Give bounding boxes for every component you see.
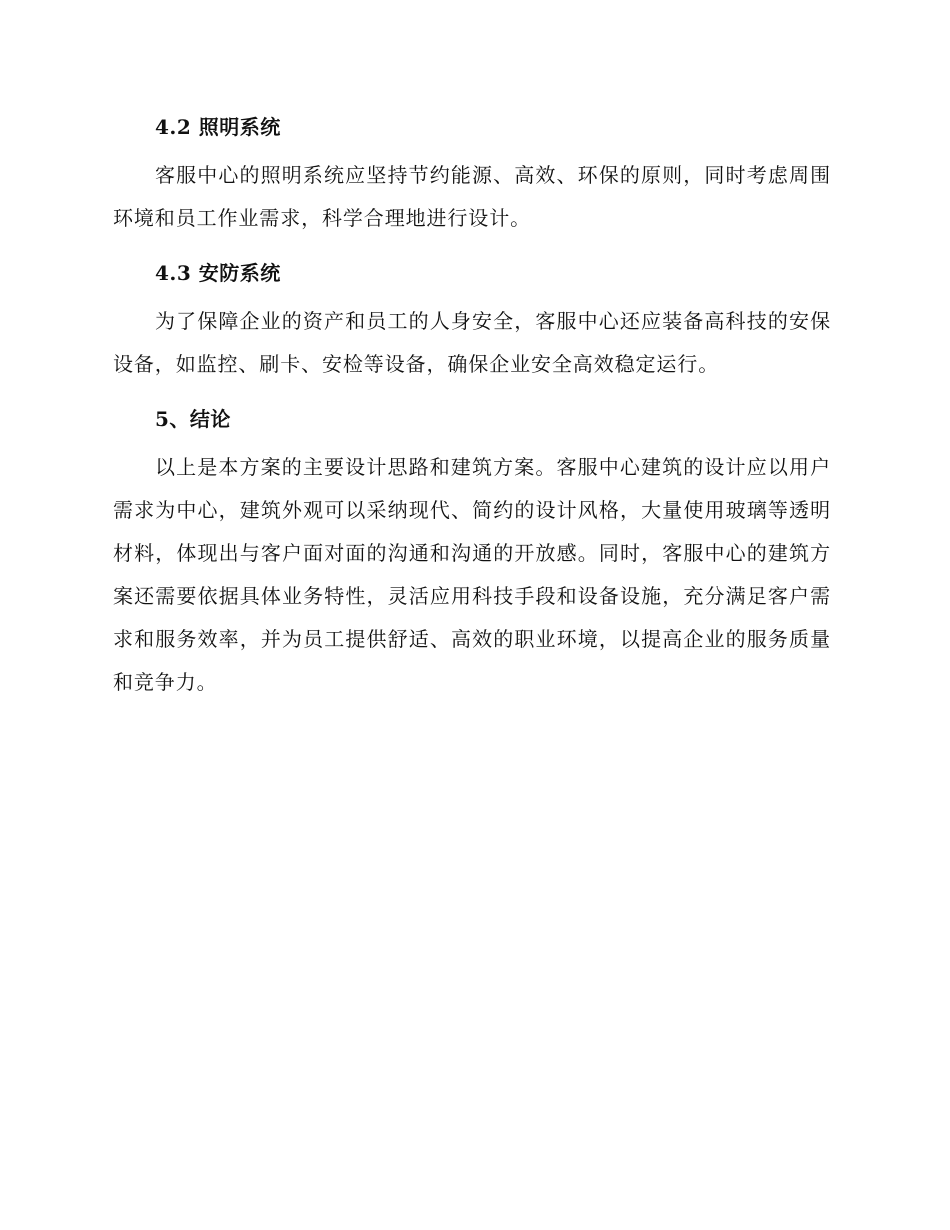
spacer xyxy=(113,146,831,154)
section-paragraph-security: 为了保障企业的资产和员工的人身安全，客服中心还应装备高科技的安保设备，如监控、刷卡、安检等设备，确保企业安全高效稳定运行。 xyxy=(113,309,831,376)
spacer xyxy=(113,386,831,400)
spacer xyxy=(113,292,831,300)
section-paragraph-lighting: 客服中心的照明系统应坚持节约能源、高效、环保的原则，同时考虑周围环境和员工作业需求，科学合理地进行设计。 xyxy=(113,163,831,230)
document-body xyxy=(113,108,831,704)
spacer xyxy=(113,438,831,446)
section-paragraph-conclusion: 以上是本方案的主要设计思路和建筑方案。客服中心建筑的设计应以用户需求为中心，建筑外观可以采纳现代、简约的设计风格，大量使用玻璃等透明材料，体现出与客户面对面的沟通和沟通的开放感。同时，客服中心的建筑方案还需要依据具体业务特性，灵活应用科技手段和设备设施，充分满足客户需求和服务效率，并为员工提供舒适、高效的职业环境，以提高企业的服务质量和竞争力。 xyxy=(113,455,831,694)
spacer xyxy=(113,240,831,254)
section-heading-conclusion: 5、结论 xyxy=(155,407,231,431)
section-heading-lighting: 4.2 照明系统 xyxy=(155,115,281,139)
section-heading-security: 4.3 安防系统 xyxy=(155,261,281,285)
